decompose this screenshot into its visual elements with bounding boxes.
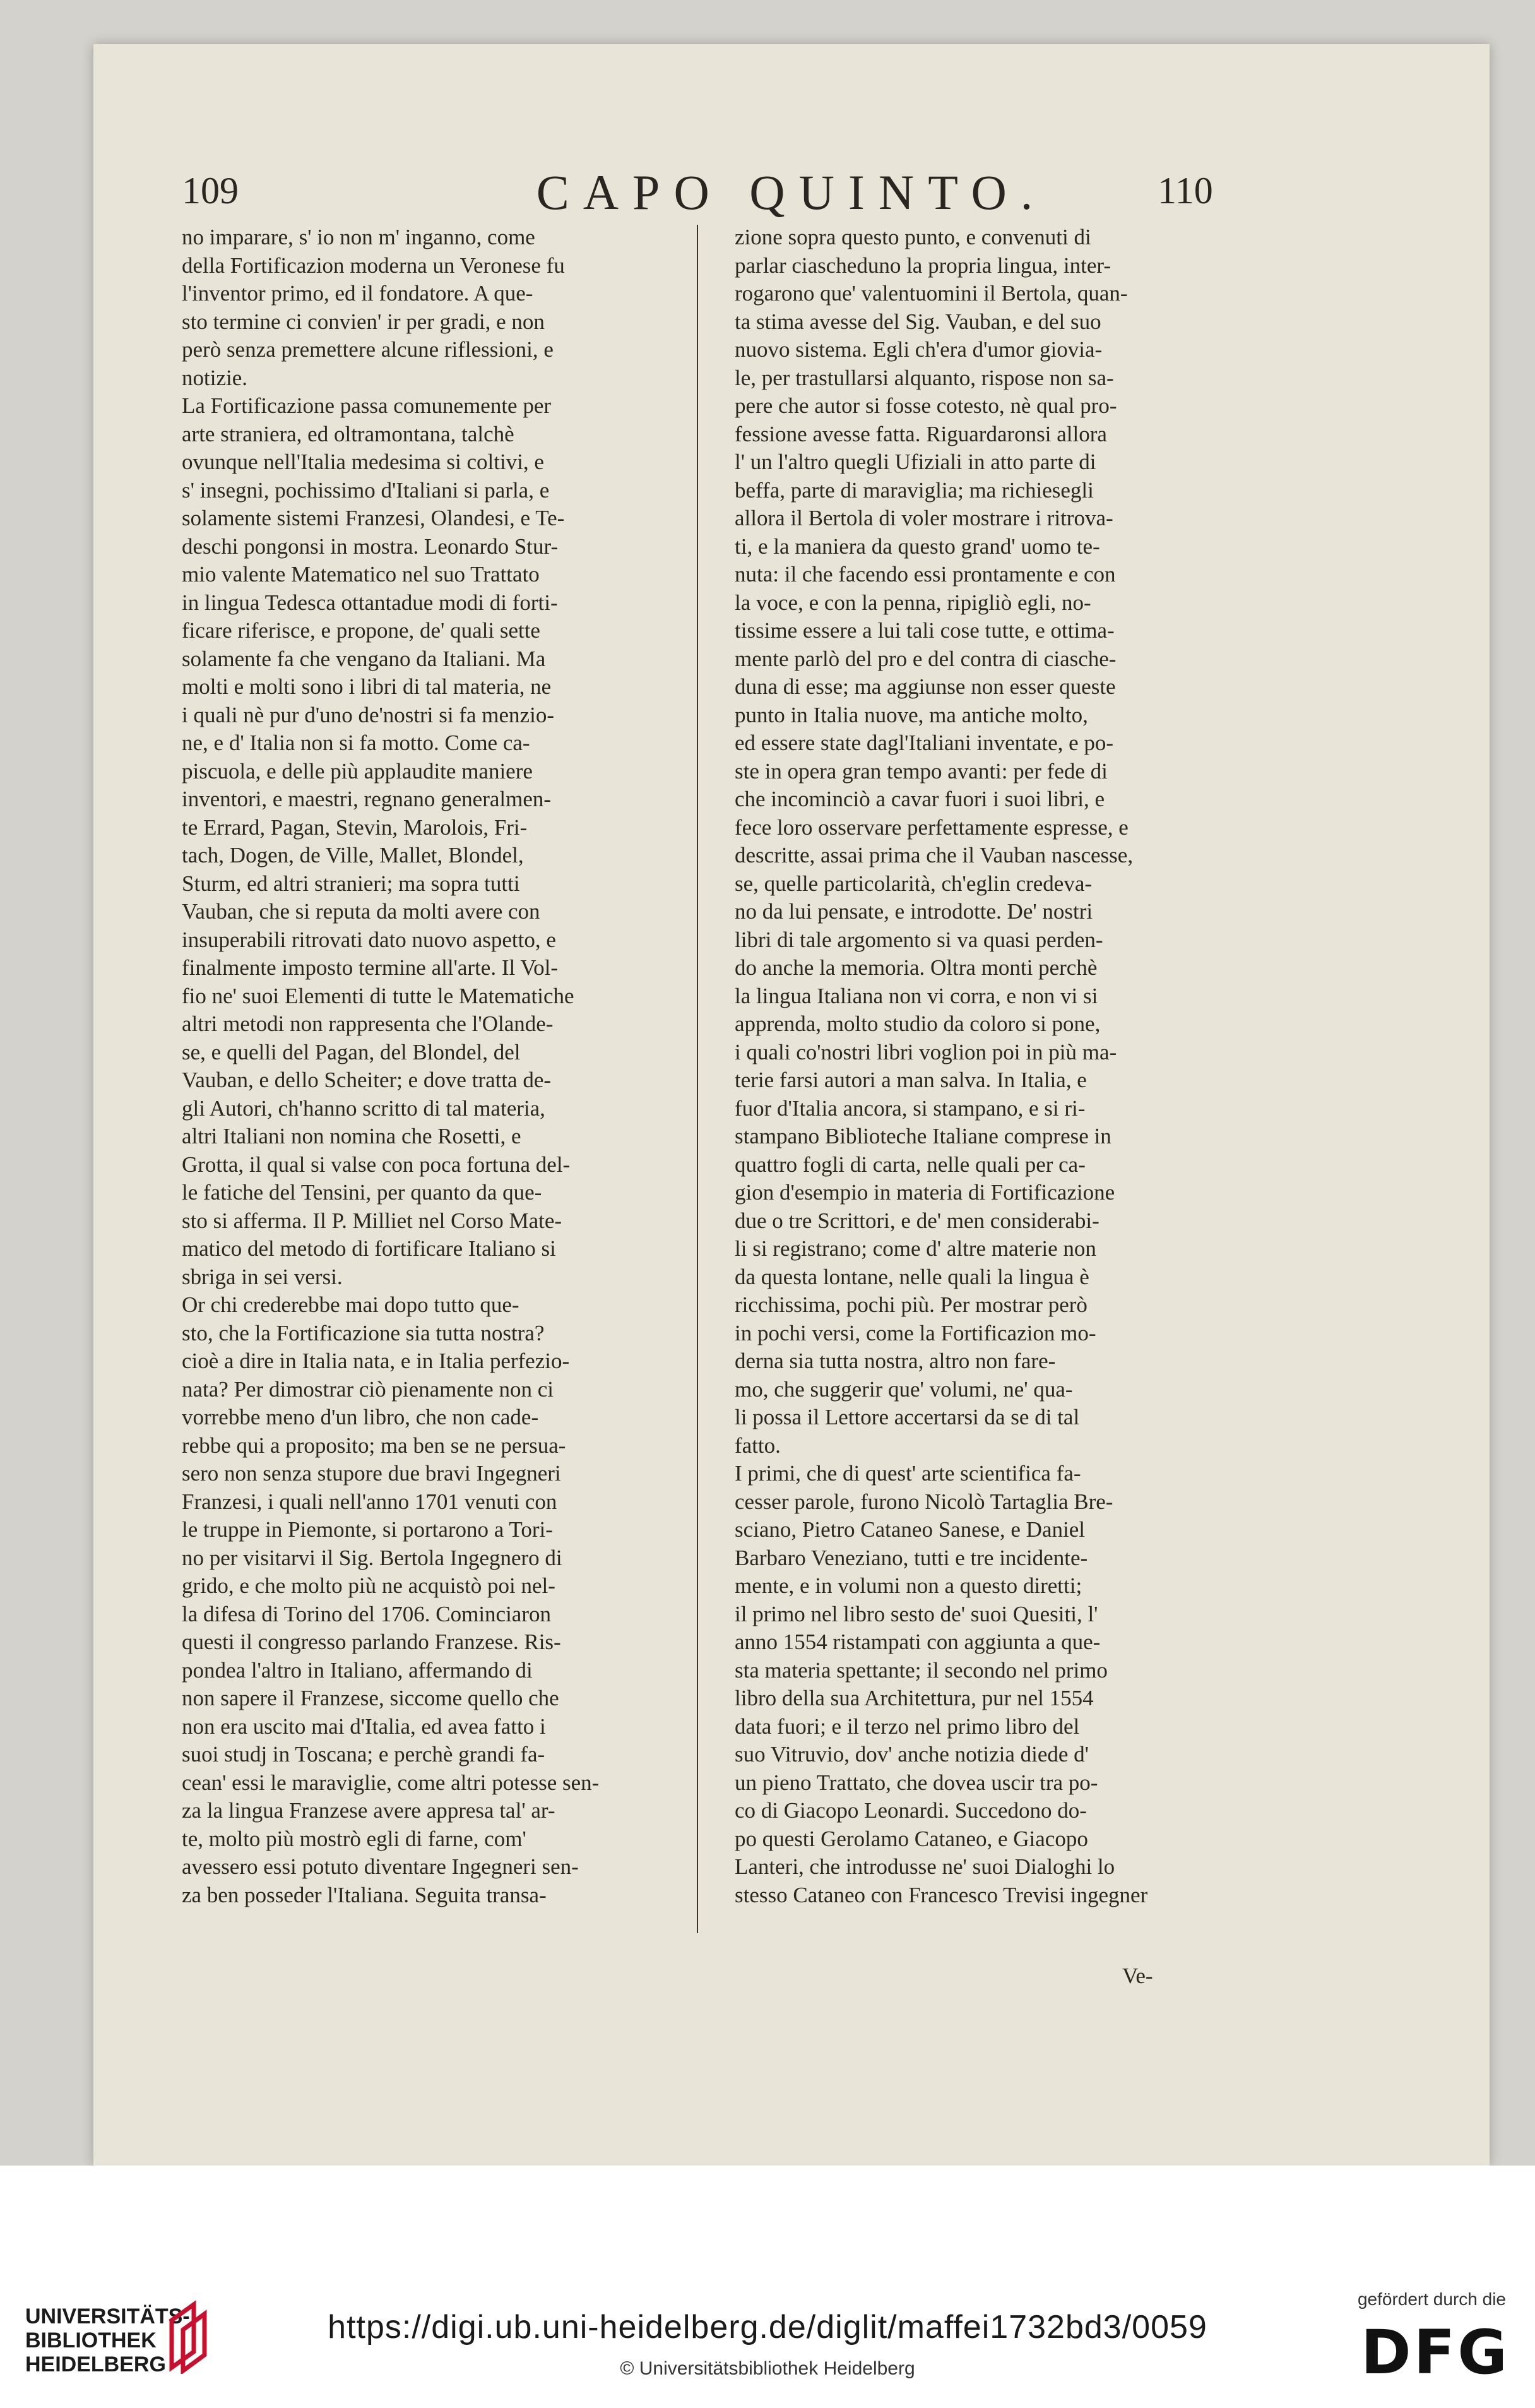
text-line: ricchissima, pochi più. Per mostrar però [735,1292,1088,1317]
text-line: terie farsi autori a man salva. In Italia, e [735,1068,1087,1092]
text-line: grido, e che molto più ne acquistò poi nel- [182,1573,555,1598]
text-line: ste in opera gran tempo avanti: per fede di [735,758,1108,784]
text-line: matico del metodo di fortificare Italiano si [182,1236,556,1261]
text-line: altri metodi non rappresenta che l'Olande- [182,1011,554,1036]
text-line: suoi studj in Toscana; e perchè grandi fa- [182,1742,545,1767]
text-line: mio valente Matematico nel suo Trattato [182,562,540,587]
text-line: punto in Italia nuove, ma antiche molto, [735,702,1088,727]
text-line: ovunque nell'Italia medesima si coltivi, e [182,450,544,474]
text-line: sbriga in sei versi. [182,1264,343,1289]
text-line: ta stima avesse del Sig. Vauban, e del suo [735,309,1101,334]
viewer-footer [0,2166,1535,2408]
text-line: arte straniera, ed oltramontana, talchè [182,421,514,446]
text-line: i quali co'nostri libri voglion poi in più ma- [735,1039,1117,1064]
copyright-notice: © Universitätsbibliothek Heidelberg [620,2358,915,2379]
text-line: solamente fa che vengano da Italiani. Ma [182,646,546,671]
text-line: libro della sua Architettura, pur nel 1554 [735,1686,1094,1710]
text-line: fessione avesse fatta. Riguardaronsi allora [735,421,1107,446]
text-line: molti e molti sono i libri di tal materia, ne [182,674,552,699]
text-line: descritte, assai prima che il Vauban nascesse, [735,843,1134,867]
text-line: co di Giacopo Leonardi. Succedono do- [735,1798,1087,1823]
text-line: fio ne' suoi Elementi di tutte le Matematiche [182,983,574,1008]
text-line: piscuola, e delle più applaudite maniere [182,758,533,784]
text-line: libri di tale argomento si va quasi perden- [735,927,1103,952]
text-line: li si registrano; come d' altre materie non [735,1236,1096,1261]
text-line: pondea l'altro in Italiano, affermando di [182,1657,533,1683]
text-line: no da lui pensate, e introdotte. De' nostri [735,899,1093,924]
text-line: pere che autor si fosse cotesto, nè qual pro- [735,393,1117,418]
text-line: nata? Per dimostrar ciò pienamente non ci [182,1376,554,1402]
catchword: Ve- [1122,1964,1153,1988]
column-divider [697,225,698,1933]
text-line: in lingua Tedesca ottantadue modi di forti- [182,590,558,615]
text-line: Sturm, ed altri stranieri; ma sopra tutti [182,871,520,896]
text-line: l'inventor primo, ed il fondatore. A que- [182,281,533,306]
text-line: i quali nè pur d'uno de'nostri si fa menzio- [182,702,554,727]
running-title: CAPO QUINTO. [536,165,1047,220]
text-line: Barbaro Veneziano, tutti e tre incidente- [735,1545,1088,1570]
text-line: mente parlò del pro e del contra di ciasche- [735,646,1117,671]
text-line: derna sia tutta nostra, altro non fare- [735,1349,1056,1373]
text-line: quattro fogli di carta, nelle quali per ca- [735,1152,1086,1177]
text-line: vorrebbe meno d'un libro, che non cade- [182,1405,539,1429]
text-line: cesser parole, furono Nicolò Tartaglia Bre- [735,1489,1113,1514]
text-line: avessero essi potuto diventare Ingegneri sen- [182,1854,579,1879]
text-line: sto termine ci convien' ir per gradi, e non [182,309,545,334]
text-line: zione sopra questo punto, e convenuti di [735,225,1091,249]
text-line: mo, che suggerir que' volumi, ne' qua- [735,1376,1073,1402]
text-line: cean' essi le maraviglie, come altri potesse sen- [182,1770,600,1795]
text-line: inventori, e maestri, regnano generalmen- [182,787,552,811]
text-line: Vauban, che si reputa da molti avere con [182,899,540,924]
text-line: beffa, parte di maraviglia; ma richiesegli [735,477,1094,503]
funding-label: gefördert durch die [1357,2289,1506,2309]
text-line: La Fortificazione passa comunemente per [182,393,552,418]
text-line: ed essere state dagl'Italiani inventate, e po- [735,730,1114,755]
text-line: sto si afferma. Il P. Milliet nel Corso Mate- [182,1208,562,1233]
text-line: gion d'esempio in materia di Fortificazione [735,1180,1115,1205]
text-line: da questa lontane, nelle quali la lingua è [735,1264,1089,1289]
text-line: l' un l'altro quegli Ufiziali in atto parte di [735,450,1096,474]
text-line: sto, che la Fortificazione sia tutta nostra? [182,1320,545,1345]
text-line: no per visitarvi il Sig. Bertola Ingegnero di [182,1545,562,1570]
text-line: un pieno Trattato, che dovea uscir tra po- [735,1770,1098,1795]
text-line: questi il congresso parlando Franzese. Ris- [182,1630,561,1654]
book-page [93,44,1490,2166]
text-line: la lingua Italiana non vi corra, e non vi si [735,983,1098,1008]
text-line: I primi, che di quest' arte scientifica fa- [735,1461,1081,1486]
text-line: za ben posseder l'Italiana. Seguita transa- [182,1882,547,1907]
text-line: deschi pongonsi in mostra. Leonardo Stur- [182,533,559,559]
right-text-column [735,224,1240,1909]
text-line: notizie. [182,365,247,390]
text-line: della Fortificazion moderna un Veronese fu [182,253,565,278]
page-number-left: 109 [182,170,239,212]
text-line: apprenda, molto studio da coloro si pone, [735,1011,1101,1036]
text-line: Vauban, e dello Scheiter; e dove tratta de- [182,1068,552,1092]
left-text-column [182,224,687,1909]
text-line: Franzesi, i quali nell'anno 1701 venuti con [182,1489,557,1514]
text-line: tissime essere a lui tali cose tutte, e ottima- [735,618,1115,643]
text-line: no imparare, s' io non m' inganno, come [182,225,535,249]
text-line: Or chi crederebbe mai dopo tutto que- [182,1292,519,1317]
permalink-url[interactable]: https://digi.ub.uni-heidelberg.de/diglit/maffei1732bd3/0059 [328,2309,1207,2345]
text-line: in pochi versi, come la Fortificazion mo- [735,1320,1096,1345]
text-line: gli Autori, ch'hanno scritto di tal materia, [182,1095,545,1121]
text-line: te Errard, Pagan, Stevin, Marolois, Fri- [182,814,528,840]
text-line: sciano, Pietro Cataneo Sanese, e Daniel [735,1517,1085,1542]
text-line: però senza premettere alcune riflessioni, e [182,337,554,362]
page-number-right: 110 [1158,170,1213,212]
text-line: za la lingua Franzese avere appresa tal' ar- [182,1798,555,1823]
text-line: altri Italiani non nomina che Rosetti, e [182,1124,521,1148]
text-line: stesso Cataneo con Francesco Trevisi ingegner [735,1882,1148,1907]
library-name: UNIVERSITÄTS- BIBLIOTHEK HEIDELBERG [25,2304,190,2376]
text-line: li possa il Lettore accertarsi da se di tal [735,1405,1080,1429]
text-line: Lanteri, che introdusse ne' suoi Dialoghi lo [735,1854,1115,1879]
text-line: tach, Dogen, de Ville, Mallet, Blondel, [182,843,524,867]
text-line: fece loro osservare perfettamente espresse, e [735,814,1129,840]
text-line: nuta: il che facendo essi prontamente e con [735,562,1116,587]
text-line: due o tre Scrittori, e de' men considerabi- [735,1208,1099,1233]
text-line: fuor d'Italia ancora, si stampano, e si ri- [735,1095,1086,1121]
text-line: la voce, e con la penna, ripigliò egli, no- [735,590,1091,615]
text-line: il primo nel libro sesto de' suoi Quesiti, l' [735,1601,1098,1626]
text-line: non sapere il Franzese, siccome quello che [182,1686,559,1710]
text-line: rebbe qui a proposito; ma ben se ne persua- [182,1433,566,1458]
text-line: do anche la memoria. Oltra monti perchè [735,955,1098,980]
text-line: duna di esse; ma aggiunse non esser queste [735,674,1116,699]
text-line: solamente sistemi Franzesi, Olandesi, e Te- [182,506,565,530]
text-line: nuovo sistema. Egli ch'era d'umor giovia- [735,337,1103,362]
text-line: la difesa di Torino del 1706. Cominciaron [182,1601,551,1626]
text-line: parlar ciascheduno la propria lingua, inter- [735,253,1111,278]
text-line: te, molto più mostrò egli di farne, com' [182,1826,526,1851]
text-line: mente, e in volumi non a questo diretti; [735,1573,1082,1598]
text-line: fatto. [735,1433,781,1458]
text-line: finalmente imposto termine all'arte. Il Vol- [182,955,558,980]
text-line: se, e quelli del Pagan, del Blondel, del [182,1039,521,1064]
text-line: sero non senza stupore due bravi Ingegneri [182,1461,561,1486]
text-line: rogarono que' valentuomini il Bertola, quan- [735,281,1128,306]
text-line: allora il Bertola di voler mostrare i ritrova- [735,506,1113,530]
text-line: ti, e la maniera da questo grand' uomo te- [735,533,1100,559]
text-line: ficare riferisce, e propone, de' quali sette [182,618,540,643]
text-line: Grotta, il qual si valse con poca fortuna del- [182,1152,571,1177]
text-line: non era uscito mai d'Italia, ed avea fatto i [182,1714,546,1739]
text-line: suo Vitruvio, dov' anche notizia diede d' [735,1742,1089,1767]
text-line: le fatiche del Tensini, per quanto da que- [182,1180,542,1205]
text-line: s' insegni, pochissimo d'Italiani si parla, e [182,477,550,503]
text-line: sta materia spettante; il secondo nel primo [735,1657,1108,1683]
text-line: data fuori; e il terzo nel primo libro del [735,1714,1080,1739]
text-line: insuperabili ritrovati dato nuovo aspetto, e [182,927,556,952]
text-line: se, quelle particolarità, ch'eglin credeva- [735,871,1093,896]
text-line: le truppe in Piemonte, si portarono a Tori- [182,1517,553,1542]
text-line: po questi Gerolamo Cataneo, e Giacopo [735,1826,1088,1851]
text-line: che incominciò a cavar fuori i suoi libri, e [735,787,1105,811]
text-line: anno 1554 ristampati con aggiunta a que- [735,1630,1101,1654]
dfg-logo[interactable]: DFG [1360,2317,1510,2388]
text-line: stampano Biblioteche Italiane comprese in [735,1124,1111,1148]
text-line: ne, e d' Italia non si fa motto. Come ca- [182,730,530,755]
text-line: cioè a dire in Italia nata, e in Italia perfezio- [182,1349,570,1373]
text-line: le, per trastullarsi alquanto, rispose non sa- [735,365,1114,390]
